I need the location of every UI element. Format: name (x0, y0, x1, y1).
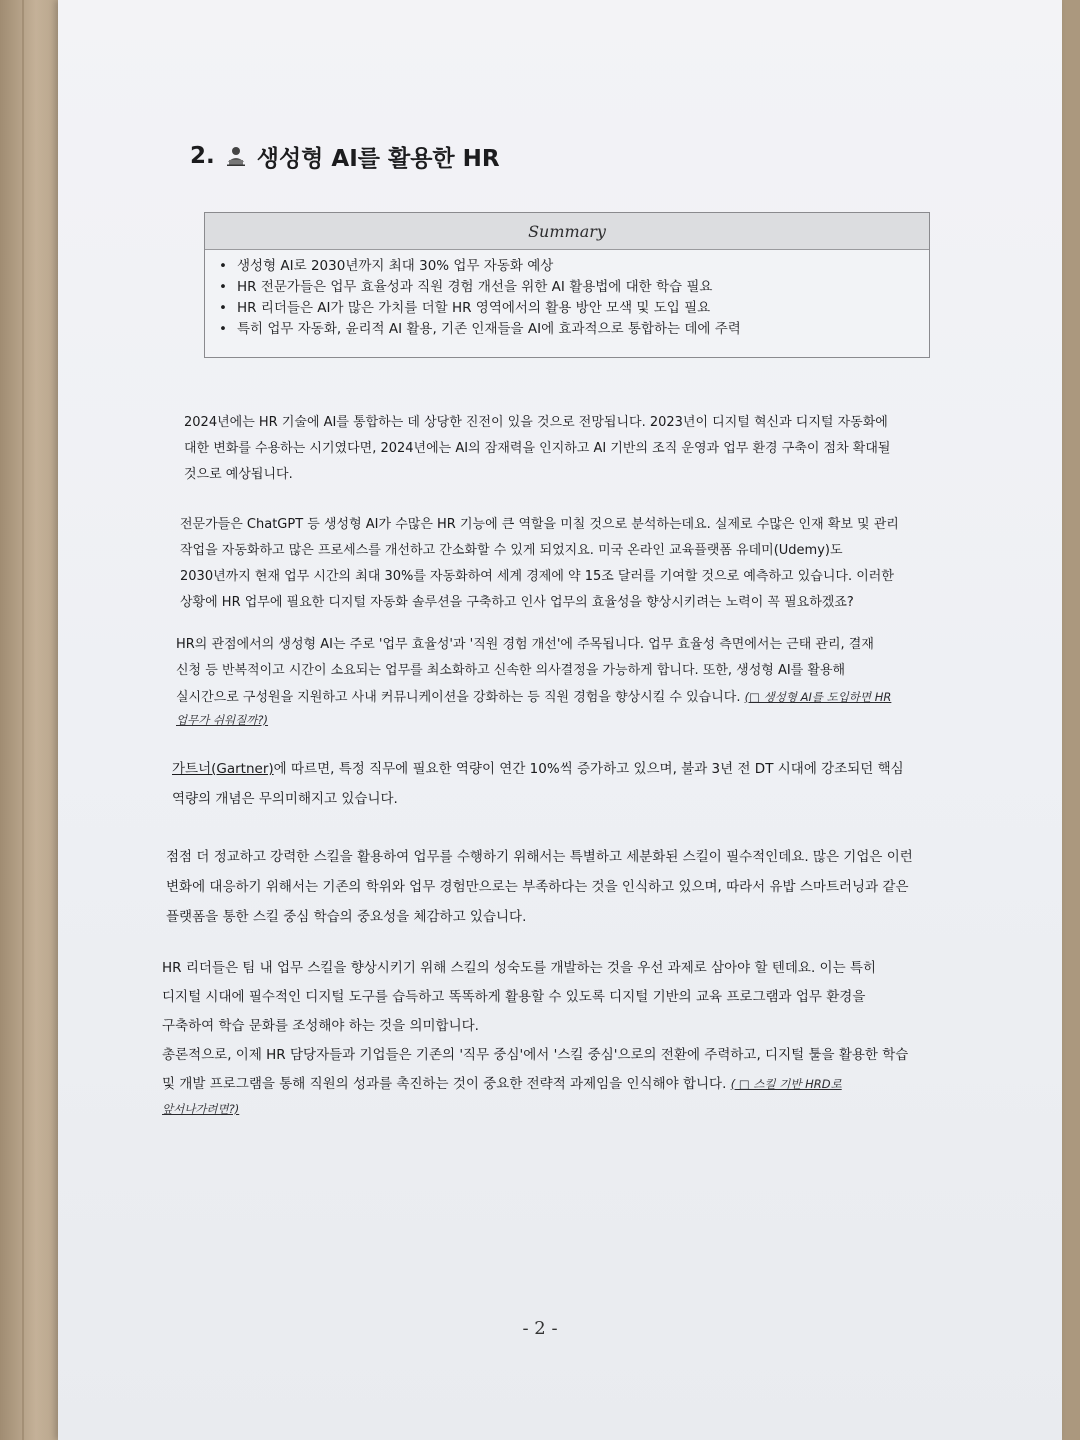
desk-surface-left (0, 0, 60, 1440)
paragraph-2 (180, 512, 899, 616)
text-line: 전문가들은 ChatGPT 등 생성형 AI가 수많은 HR 기능에 큰 역할을 미칠 것으로 분석하는데요. 실제로 수많은 인재 확보 및 관리 (180, 517, 899, 532)
paragraph-6 (162, 954, 908, 1119)
section-title: 생성형 AI를 활용한 HR (256, 145, 500, 172)
paragraph-3 (176, 632, 891, 729)
text-line-with-link (162, 1070, 908, 1099)
summary-item: • 특히 업무 자동화, 윤리적 AI 활용, 기존 인재들을 AI에 효과적으로 통합하는 데에 주력 (217, 319, 929, 340)
text-line: 상황에 HR 업무에 필요한 디지털 자동화 솔루션을 구축하고 인사 업무의 효율성을 향상시키려는 노력이 꼭 필요하겠죠? (180, 595, 854, 610)
text-line: 점점 더 정교하고 강력한 스킬을 활용하여 업무를 수행하기 위해서는 특별하고 세분화된 스킬이 필수적인데요. 많은 기업은 이런 (166, 849, 913, 865)
article-link[interactable]: ( □ 스킬 기반 HRD로 (730, 1077, 842, 1091)
person-at-laptop-icon (225, 145, 247, 167)
summary-title: Summary (528, 221, 606, 241)
article-link-continued[interactable]: 앞서나가려면?) (162, 1102, 240, 1116)
desk-surface-right (1062, 0, 1080, 1440)
section-number: 2. (190, 143, 215, 169)
paragraph-1 (184, 410, 890, 488)
text-line-with-link (176, 684, 891, 711)
desk-edge-line (22, 0, 24, 1440)
page-number: - 2 - (522, 1318, 558, 1339)
text-line: 것으로 예상됩니다. (184, 467, 293, 482)
text-line: 대한 변화를 수용하는 시기였다면, 2024년에는 AI의 잠재력을 인지하고 AI 기반의 조직 운영과 업무 환경 구축이 점차 확대될 (184, 441, 891, 456)
article-link[interactable]: (□ 생성형 AI를 도입하면 HR (744, 690, 892, 704)
text-line: 총론적으로, 이제 HR 담당자들과 기업들은 기존의 '직무 중심'에서 '스킬 중심'으로의 전환에 주력하고, 디지털 툴을 활용한 학습 (162, 1047, 909, 1063)
text-line: 플랫폼을 통한 스킬 중심 학습의 중요성을 체감하고 있습니다. (166, 909, 527, 925)
text-line: 구축하여 학습 문화를 조성해야 하는 것을 의미합니다. (162, 1018, 479, 1034)
text-fragment: 에 따르면, 특정 직무에 필요한 역량이 연간 10%씩 증가하고 있으며, 불과 3년 전 DT 시대에 강조되던 핵심 (273, 761, 904, 777)
text-line: 역량의 개념은 무의미해지고 있습니다. (172, 791, 398, 807)
text-line: HR의 관점에서의 생성형 AI는 주로 '업무 효율성'과 '직원 경험 개선'에 주목됩니다. 업무 효율성 측면에서는 근태 관리, 결재 (176, 637, 874, 652)
text-line: 신청 등 반복적이고 시간이 소요되는 업무를 최소화하고 신속한 의사결정을 가능하게 합니다. 또한, 생성형 AI를 활용해 (176, 663, 846, 678)
paragraph-4 (172, 754, 904, 814)
section-heading (190, 138, 500, 174)
text-line: 2024년에는 HR 기술에 AI를 통합하는 데 상당한 진전이 있을 것으로 전망됩니다. 2023년이 디지털 혁신과 디지털 자동화에 (184, 415, 888, 430)
summary-item: • 생성형 AI로 2030년까지 최대 30% 업무 자동화 예상 (217, 256, 929, 277)
text-line: HR 리더들은 팀 내 업무 스킬을 향상시키기 위해 스킬의 성숙도를 개발하는 것을 우선 과제로 삼아야 할 텐데요. 이는 특히 (162, 960, 876, 976)
summary-item: • HR 리더들은 AI가 많은 가치를 더할 HR 영역에서의 활용 방안 모색 및 도입 필요 (217, 298, 929, 319)
text-line: 2030년까지 현재 업무 시간의 최대 30%를 자동화하여 세계 경제에 약 15조 달러를 기여할 것으로 예측하고 있습니다. 이러한 (180, 569, 894, 584)
text-line: 디지털 시대에 필수적인 디지털 도구를 습득하고 똑똑하게 활용할 수 있도록 디지털 기반의 교육 프로그램과 업무 환경을 (162, 989, 866, 1005)
summary-list (205, 250, 929, 340)
article-link-continued[interactable]: 업무가 쉬워질까?) (176, 713, 269, 727)
text-line: 실시간으로 구성원을 지원하고 사내 커뮤니케이션을 강화하는 등 직원 경험을 향상시킬 수 있습니다. (176, 690, 741, 705)
gartner-link[interactable]: 가트너(Gartner) (172, 761, 274, 777)
paragraph-5 (166, 842, 913, 932)
summary-item: • HR 전문가들은 업무 효율성과 직원 경험 개선을 위한 AI 활용법에 대한 학습 필요 (217, 277, 929, 298)
text-line-with-link (172, 754, 904, 784)
summary-header (205, 213, 929, 250)
text-line: 및 개발 프로그램을 통해 직원의 성과를 촉진하는 것이 중요한 전략적 과제임을 인식해야 합니다. (162, 1076, 727, 1092)
text-line: 작업을 자동화하고 많은 프로세스를 개선하고 간소화할 수 있게 되었지요. 미국 온라인 교육플랫폼 유데미(Udemy)도 (180, 543, 843, 558)
summary-box (204, 212, 930, 358)
text-line: 변화에 대응하기 위해서는 기존의 학위와 업무 경험만으로는 부족하다는 것을 인식하고 있으며, 따라서 유밥 스마트러닝과 같은 (166, 879, 909, 895)
